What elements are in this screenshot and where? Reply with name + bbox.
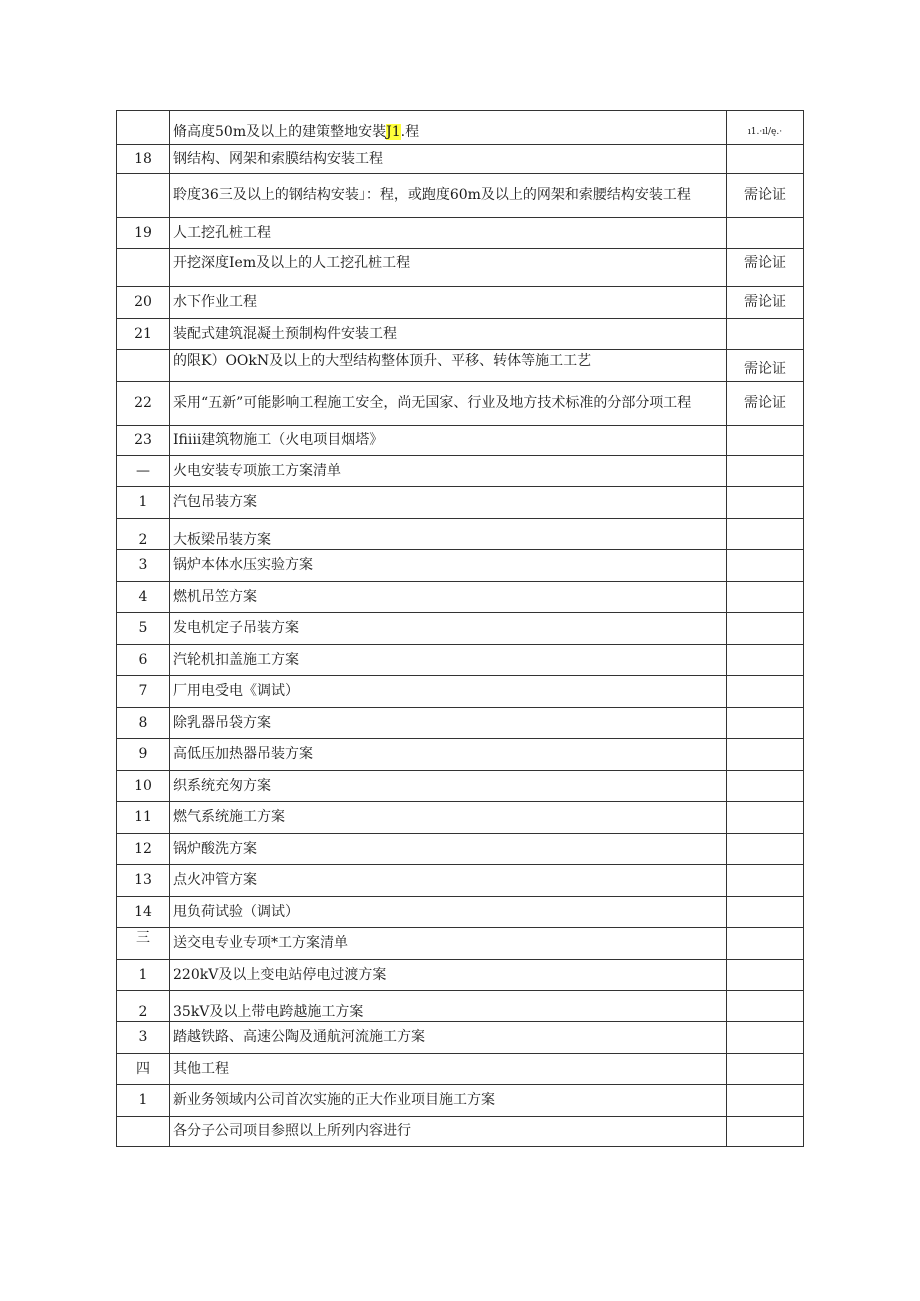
row-content: 织系统充匆方案	[170, 771, 727, 802]
row-content: 聆度36三及以上的钢结构安装」：程，或跑度60m及以上的网架和索腰结构安装工程	[170, 174, 727, 218]
table-row	[117, 676, 804, 708]
row-number: 22	[117, 382, 170, 426]
row-number: 13	[117, 865, 170, 897]
row-content: 采用“五新”可能影响工程施工安全，尚无国家、行业及地方技术标准的分部分项工程	[170, 382, 727, 426]
row-content: 送交电专业专项*工方案清单	[170, 928, 727, 960]
row-note	[727, 1085, 804, 1117]
row-content: 220kV及以上变电站停电过渡方案	[170, 960, 727, 991]
row-note	[727, 676, 804, 708]
table-row	[117, 519, 804, 550]
row-note	[727, 456, 804, 487]
row-content: 装配式建筑混凝土预制构件安装工程	[170, 319, 727, 350]
row-note	[727, 426, 804, 456]
row-number: 10	[117, 771, 170, 802]
row-content: 发电机定子吊装方案	[170, 613, 727, 645]
table-row	[117, 897, 804, 928]
table-row	[117, 350, 804, 382]
row-number: 1	[117, 1085, 170, 1117]
row-number	[117, 350, 170, 382]
row-number: 3	[117, 550, 170, 582]
table-row	[117, 550, 804, 582]
row-note	[727, 865, 804, 897]
row-content: 大板梁吊装方案	[170, 519, 727, 550]
table-row	[117, 287, 804, 319]
table-row	[117, 991, 804, 1022]
row-number: 20	[117, 287, 170, 319]
row-number	[117, 1117, 170, 1147]
row-content-pre: 脩高度50m及以上的建策整地安裝	[173, 124, 387, 140]
row-content: 汽轮机扣盖施工方案	[170, 645, 727, 676]
table-row	[117, 174, 804, 218]
row-content: 燃气系统施工方案	[170, 802, 727, 834]
table-row	[117, 382, 804, 426]
highlighted-text: J1	[386, 124, 401, 140]
table-row	[117, 1054, 804, 1085]
table-row	[117, 1022, 804, 1054]
row-content: 踏越铁路、高速公陶及通航河流施工方案	[170, 1022, 727, 1054]
row-content: 35kV及以上带电跨越施工方案	[170, 991, 727, 1022]
row-number: 四	[117, 1054, 170, 1085]
row-note	[727, 218, 804, 249]
row-number: 1	[117, 960, 170, 991]
table-row	[117, 1085, 804, 1117]
table-row	[117, 426, 804, 456]
row-note	[727, 1022, 804, 1054]
table-row	[117, 456, 804, 487]
table-row	[117, 218, 804, 249]
row-number: 3	[117, 1022, 170, 1054]
row-number: 19	[117, 218, 170, 249]
row-note	[727, 1117, 804, 1147]
table-row	[117, 771, 804, 802]
document-table	[116, 110, 804, 1147]
row-content: 锅炉本体水压实验方案	[170, 550, 727, 582]
table-row	[117, 739, 804, 771]
row-content: 厂用电受电《调试）	[170, 676, 727, 708]
row-note	[727, 550, 804, 582]
row-content: 的限K）OOkN及以上的大型结构整体顶升、平移、转体等施工工艺	[170, 350, 727, 382]
row-note	[727, 991, 804, 1022]
row-note	[727, 487, 804, 519]
row-note	[727, 1054, 804, 1085]
row-content: 甩负荷试验（调试）	[170, 897, 727, 928]
row-content: 高低压加热器吊装方案	[170, 739, 727, 771]
row-number: 8	[117, 708, 170, 739]
row-content: 新业务领域内公司首次实施的正大作业项目施工方案	[170, 1085, 727, 1117]
row-number: 4	[117, 582, 170, 613]
row-content: 其他工程	[170, 1054, 727, 1085]
row-note	[727, 834, 804, 865]
row-number: 1	[117, 487, 170, 519]
row-note: ı1.·ıl/ę.·	[727, 111, 804, 145]
row-content: 各分子公司项目参照以上所列内容进行	[170, 1117, 727, 1147]
table-row	[117, 834, 804, 865]
row-content: 汽包吊装方案	[170, 487, 727, 519]
row-number	[117, 111, 170, 145]
row-content: 水下作业工程	[170, 287, 727, 319]
row-number: 23	[117, 426, 170, 456]
row-number: 9	[117, 739, 170, 771]
row-content: 钢结构、网架和索膜结构安装工程	[170, 145, 727, 174]
table-row	[117, 111, 804, 145]
row-note	[727, 145, 804, 174]
table-row	[117, 960, 804, 991]
table-row	[117, 928, 804, 960]
table-row	[117, 802, 804, 834]
table-row	[117, 645, 804, 676]
row-note	[727, 613, 804, 645]
row-number: 18	[117, 145, 170, 174]
row-content: 开挖深度Iem及以上的人工挖孔桩工程	[170, 249, 727, 287]
row-note	[727, 802, 804, 834]
row-note	[727, 519, 804, 550]
row-note	[727, 739, 804, 771]
table-row	[117, 319, 804, 350]
table-row	[117, 865, 804, 897]
row-content: Ifiiii建筑物施工（火电项目烟塔》	[170, 426, 727, 456]
row-note: 需论证	[727, 382, 804, 426]
row-note	[727, 319, 804, 350]
row-note	[727, 771, 804, 802]
row-note: 需论证	[727, 287, 804, 319]
row-content: 火电安装专项旅工方案清单	[170, 456, 727, 487]
row-number: 14	[117, 897, 170, 928]
row-number: 21	[117, 319, 170, 350]
table-row	[117, 145, 804, 174]
row-note	[727, 645, 804, 676]
table-row	[117, 1117, 804, 1147]
row-number: 三	[117, 928, 170, 960]
row-number: 2	[117, 519, 170, 550]
row-note	[727, 582, 804, 613]
table-row	[117, 249, 804, 287]
table-row	[117, 613, 804, 645]
row-note	[727, 708, 804, 739]
row-number	[117, 249, 170, 287]
row-content: 除乳器吊袋方案	[170, 708, 727, 739]
row-note	[727, 897, 804, 928]
row-number: 12	[117, 834, 170, 865]
table-row	[117, 708, 804, 739]
row-content-post: .程	[400, 124, 420, 140]
row-content: 燃机吊笠方案	[170, 582, 727, 613]
row-note	[727, 960, 804, 991]
row-number: 11	[117, 802, 170, 834]
row-note: 需论证	[727, 249, 804, 287]
row-note: 需论证	[727, 174, 804, 218]
row-number: 6	[117, 645, 170, 676]
row-number	[117, 174, 170, 218]
table-row	[117, 582, 804, 613]
row-content: 点火冲管方案	[170, 865, 727, 897]
row-number: 7	[117, 676, 170, 708]
row-number: 5	[117, 613, 170, 645]
row-content	[170, 111, 727, 145]
row-number: —	[117, 456, 170, 487]
row-content: 人工挖孔桩工程	[170, 218, 727, 249]
row-number: 2	[117, 991, 170, 1022]
row-note: 需论证	[727, 350, 804, 382]
row-note	[727, 928, 804, 960]
row-content: 锅炉酸洗方案	[170, 834, 727, 865]
table-row	[117, 487, 804, 519]
